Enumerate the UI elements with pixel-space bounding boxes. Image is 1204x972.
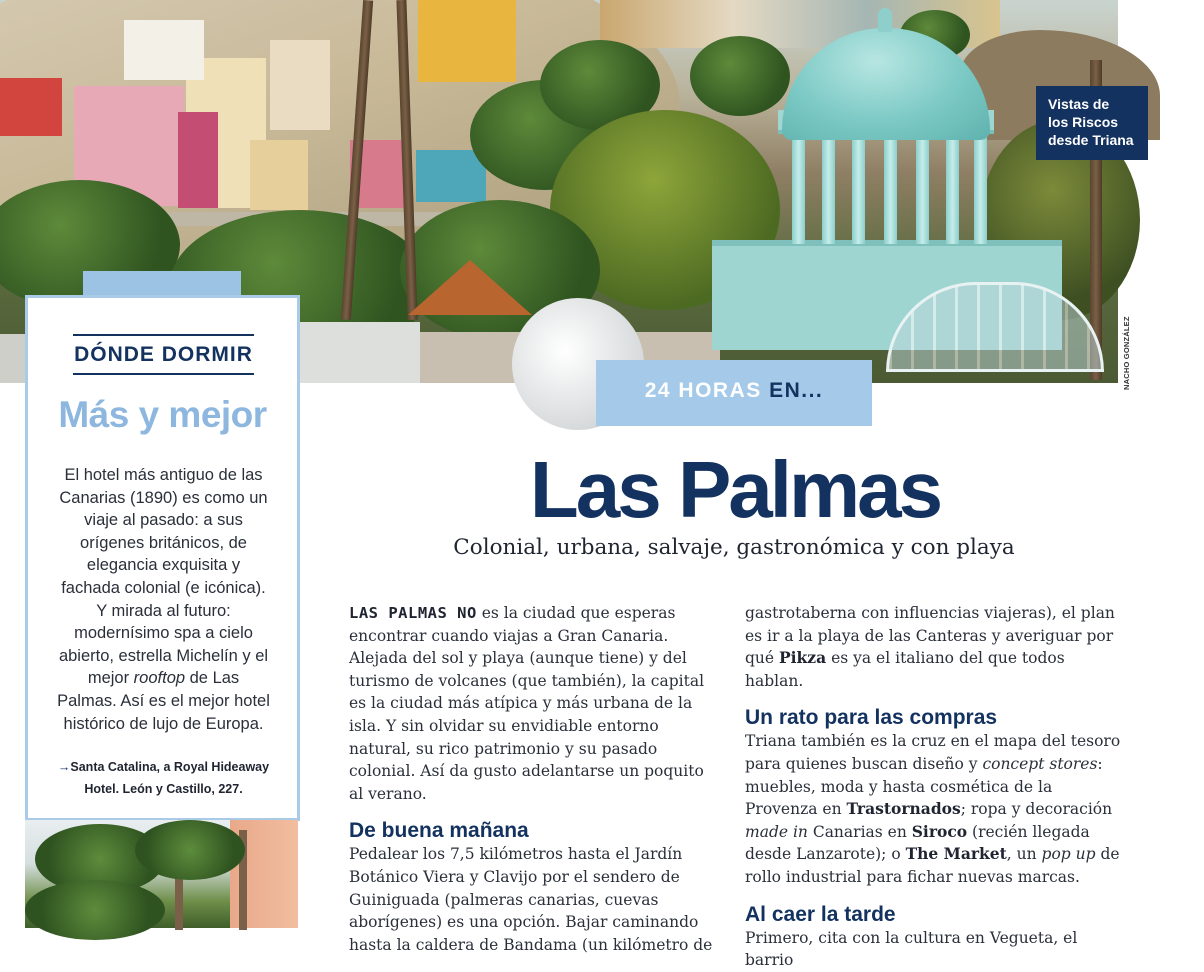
italic-term: concept stores	[982, 754, 1098, 773]
paragraph-text: gastrotaberna con influencias viajeras), el plan es ir a la playa de las Canteras y averiguar por qué	[745, 604, 1115, 668]
sidebar-tab	[83, 271, 241, 297]
pavilion-column	[852, 134, 865, 244]
arrow-right-icon: →	[57, 760, 71, 774]
pavilion-column	[946, 134, 959, 244]
paragraph-text: es ya el italiano del que todos hablan.	[745, 649, 1065, 690]
paragraph-text: : muebles, moda y hasta cosmética de la Provenza en	[745, 754, 1103, 819]
front-wall	[300, 322, 420, 383]
venue-name: The Market	[905, 844, 1007, 864]
article-column-right	[745, 602, 1125, 972]
hotel-reference-text: Santa Catalina, a Royal Hideaway Hotel. León y Castillo, 227.	[70, 760, 270, 796]
section-banner	[596, 360, 872, 426]
hotel-reference	[46, 756, 281, 800]
pavilion-column	[792, 134, 805, 244]
article-title: Las Palmas	[529, 445, 941, 534]
building-magenta	[178, 112, 218, 208]
venue-name: Siroco	[911, 821, 968, 841]
building-white	[124, 20, 204, 80]
paragraph-text: (recién llegada desde Lanzarote); o	[745, 822, 1090, 864]
paragraph-text: ; ropa y decoración	[960, 800, 1113, 819]
article-column-left	[349, 602, 719, 956]
italic-term: made in	[745, 822, 808, 841]
palm-fronds	[135, 820, 245, 880]
paragraph-text: de rollo industrial para fichar nuevas marcas.	[745, 845, 1120, 886]
section-heading: Un rato para las compras	[745, 706, 998, 730]
photo-caption-line: Vistas de	[1048, 96, 1110, 112]
venue-name: Pikza	[779, 648, 827, 668]
sidebar-kicker: DÓNDE DORMIR	[73, 334, 254, 375]
sidebar-body-text: de Las Palmas. Así es el mejor hotel histórico de lujo de Europa.	[57, 669, 270, 733]
pavilion-column	[916, 134, 929, 244]
banner-text: 24 HORAS	[644, 379, 770, 402]
photo-caption	[1036, 86, 1148, 160]
section-heading: De buena mañana	[349, 819, 529, 843]
continued-paragraph	[745, 602, 1125, 692]
article-subtitle: Colonial, urbana, salvaje, gastronómica y con playa	[453, 535, 1015, 560]
pavilion-column	[822, 134, 835, 244]
section-paragraph	[745, 730, 1125, 888]
intro-paragraph	[349, 602, 719, 805]
building-sand	[250, 140, 308, 210]
banner-text-highlight: EN...	[769, 379, 824, 402]
section-paragraph: Pedalear los 7,5 kilómetros hasta el Jardín Botánico Viera y Clavijo por el sendero de Guiniguada (palmeras canarias, cuevas aborígenes) es una opción. Bajar caminando hasta la caldera de Bandama (un kilómetro de	[349, 845, 713, 954]
sidebar-box	[25, 295, 300, 821]
hotel-photo	[25, 820, 298, 928]
sidebar-body	[56, 464, 271, 735]
section-paragraph: Primero, cita con la cultura en Vegueta, el barrio	[745, 928, 1078, 970]
sidebar-body-italic: rooftop	[133, 669, 186, 688]
photo-caption-line: los Riscos	[1048, 114, 1119, 130]
paragraph-text: , un	[1006, 845, 1042, 864]
intro-text: es la ciudad que esperas encontrar cuando viajas a Gran Canaria. Alejada del sol y playa (aunque tiene) y del turismo de volcanes (que también), la capital es la ciudad más atípica y más urbana de la isla. Y sin olvidar su envidiable entorno natural, su rico patrimonio y su pasado colonial. Así da gusto adelantarse un poquito al verano.	[349, 604, 705, 803]
building-red	[0, 78, 62, 136]
building-yellow	[418, 0, 516, 82]
sidebar-body-text: El hotel más antiguo de las Canarias (1890) es como un viaje al pasado: a sus orígenes británicos, de elegancia exquisita y fachada colonial (e icónica). Y mirada al futuro: modernísimo spa a cielo abierto, estrella Michelín y el mejor	[58, 466, 269, 688]
pavilion-column	[884, 134, 897, 244]
palm-fronds	[25, 880, 165, 940]
tiled-roof	[408, 260, 532, 315]
photo-credit: NACHO GONZÁLEZ	[1122, 316, 1131, 390]
tree	[690, 36, 790, 116]
building-teal	[416, 150, 486, 202]
paragraph-text: Triana también es la cruz en el mapa del tesoro para quienes buscan diseño y	[745, 732, 1121, 773]
sidebar-title: Más y mejor	[58, 394, 267, 435]
venue-name: Trastornados	[846, 799, 961, 819]
pavilion-column	[974, 134, 987, 244]
intro-lead: LAS PALMAS NO	[349, 604, 477, 622]
building-beige	[270, 40, 330, 130]
section-heading: Al caer la tarde	[745, 902, 896, 926]
paragraph-text: Canarias en	[807, 822, 912, 841]
italic-term: pop up	[1041, 845, 1096, 864]
dome-finial	[878, 8, 892, 32]
photo-caption-line: desde Triana	[1048, 132, 1134, 148]
